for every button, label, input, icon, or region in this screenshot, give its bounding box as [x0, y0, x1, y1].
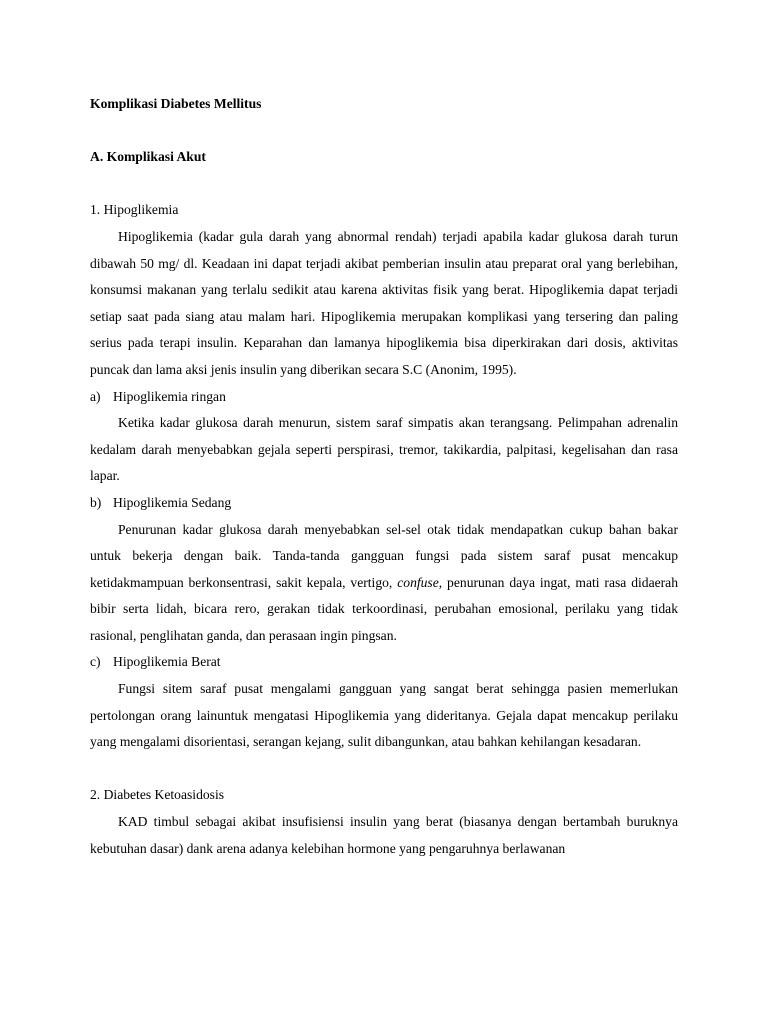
spacer — [90, 756, 678, 783]
list-label-c: Hipoglikemia Berat — [113, 654, 221, 670]
subheading-ketoasidosis: 2. Diabetes Ketoasidosis — [90, 787, 225, 803]
paragraph-hipoglikemia-ringan: Ketika kadar glukosa darah menurun, sistem saraf simpatis akan terangsang. Pelimpahan adrenalin kedalam darah menyebabkan gejala seperti perspirasi, tremor, takikardia, palpitasi, kegelisahan dan rasa lapar. — [90, 415, 678, 484]
paragraph-text: , penurunan daya ingat, mati rasa didaerah bibir serta lidah, bicara rero, gerakan tidak terkoordinasi, perubahan emosional, perilaku yang tidak rasional, penglihatan ganda, dan perasaan ingin pingsan. — [90, 574, 679, 643]
italic-term: confuse — [397, 574, 439, 590]
section-heading-acute: A. Komplikasi Akut — [90, 149, 206, 165]
list-marker-b: b) — [90, 494, 102, 510]
subheading-hipoglikemia: 1. Hipoglikemia — [90, 202, 179, 218]
list-item-b — [90, 490, 678, 517]
list-item-c — [90, 649, 678, 676]
spacer — [90, 171, 678, 198]
document-title: Komplikasi Diabetes Mellitus — [90, 96, 262, 111]
paragraph-hipoglikemia-sedang — [90, 517, 678, 650]
list-marker-c: c) — [90, 654, 101, 670]
paragraph-text: Penurunan kadar glukosa darah menyebabkan sel-sel otak tidak mendapatkan cukup bahan bakar untuk bekerja dengan baik. Tanda-tanda gangguan fungsi pada sistem saraf pusat mencakup ketidakmampuan berkonsentrasi, sakit kepala, vertigo, — [90, 521, 678, 590]
spacer — [90, 118, 678, 145]
paragraph-hipoglikemia-berat: Fungsi sitem saraf pusat mengalami gangguan yang sangat berat sehingga pasien memerlukan pertolongan orang lainuntuk mengatasi Hipoglikemia yang dideritanya. Gejala dapat mencakup perilaku yang mengalami disorientasi, serangan kejang, sulit dibangunkan, atau bahkan kehilangan kesadaran. — [90, 681, 678, 750]
list-label-a: Hipoglikemia ringan — [113, 388, 226, 404]
paragraph-hipoglikemia: Hipoglikemia (kadar gula darah yang abnormal rendah) terjadi apabila kadar glukosa darah turun dibawah 50 mg/ dl. Keadaan ini dapat terjadi akibat pemberian insulin atau preparat oral yang berlebihan, konsumsi makanan yang terlalu sedikit atau karena aktivitas fisik yang berat. Hipoglikemia dapat terjadi setiap saat pada siang atau malam hari. Hipoglikemia merupakan komplikasi yang tersering dan paling serius pada terapi insulin. Keparahan dan lamanya hipoglikemia bisa diperkirakan dari dosis, aktivitas puncak dan lama aksi jenis insulin yang diberikan secara S.C (Anonim, 1995). — [90, 228, 678, 377]
list-label-b: Hipoglikemia Sedang — [113, 494, 232, 510]
list-item-a — [90, 384, 678, 411]
list-marker-a: a) — [90, 388, 101, 404]
document-body — [90, 91, 678, 862]
paragraph-ketoasidosis: KAD timbul sebagai akibat insufisiensi insulin yang berat (biasanya dengan bertambah buruknya kebutuhan dasar) dank arena adanya kelebihan hormone yang pengaruhnya berlawanan — [90, 814, 678, 856]
